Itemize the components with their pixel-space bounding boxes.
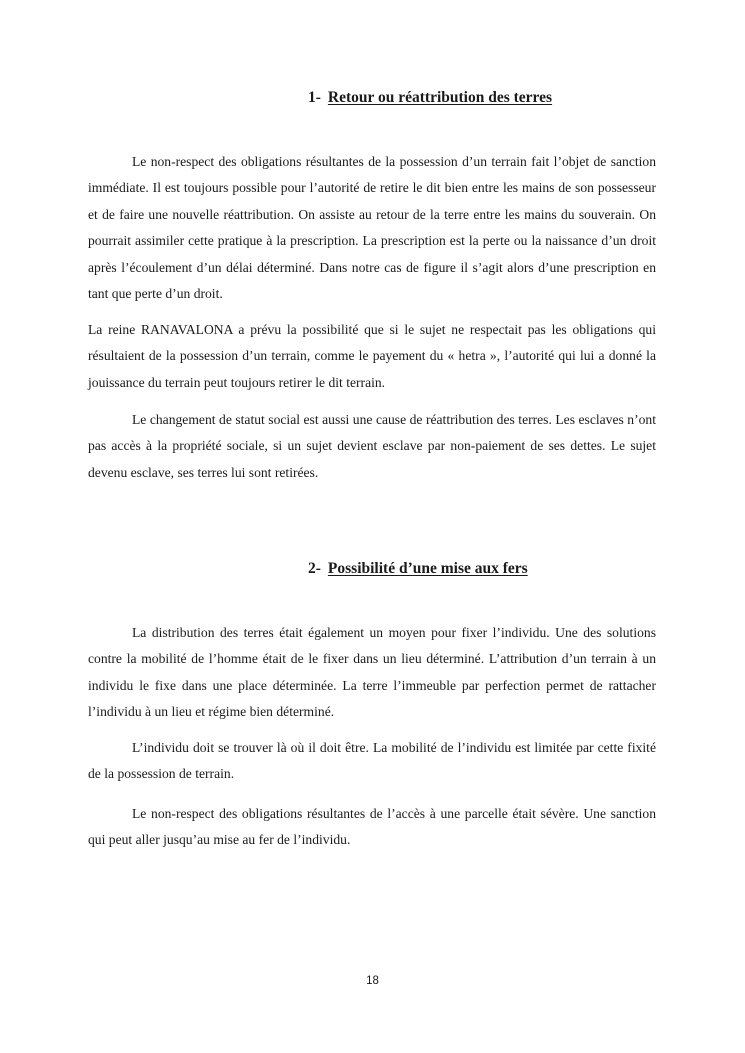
- paragraph: Le non-respect des obligations résultantes de l’accès à une parcelle était sévère. Une sanction qui peut aller jusqu’au mise au fer de l’individu.: [88, 806, 656, 848]
- page-number: 18: [366, 975, 379, 987]
- section-title: Retour ou réattribution des terres: [327, 89, 553, 106]
- paragraph: Le changement de statut social est aussi une cause de réattribution des terres. Les esclaves n’ont pas accès à la propriété sociale, si un sujet devient esclave par non-paiement de ses dettes. Le sujet devenu esclave, ses terres lui sont retirées.: [88, 412, 656, 480]
- paragraph: La distribution des terres était également un moyen pour fixer l’individu. Une des solutions contre la mobilité de l’homme était de le fixer dans un lieu déterminé. L’attribution d’un terrain à un individu le fixe dans une place déterminée. La terre l’immeuble par perfection permet de rattacher l’individu à un lieu et régime bien déterminé.: [88, 625, 656, 720]
- section-number: 2-: [308, 560, 321, 577]
- paragraph: L’individu doit se trouver là où il doit être. La mobilité de l’individu est limitée par cette fixité de la possession de terrain.: [88, 740, 656, 782]
- section-title: Possibilité d’une mise aux fers: [327, 560, 528, 577]
- section-heading-1: [308, 89, 552, 107]
- section-heading-2: [308, 560, 528, 578]
- paragraph: La reine RANAVALONA a prévu la possibilité que si le sujet ne respectait pas les obligations qui résultaient de la possession d’un terrain, comme le payement du « hetra », l’autorité qui lui a donné la jouissance du terrain peut toujours retirer le dit terrain.: [88, 322, 656, 390]
- paragraph: Le non-respect des obligations résultantes de la possession d’un terrain fait l’objet de sanction immédiate. Il est toujours possible pour l’autorité de retire le dit bien entre les mains de son possesseur et de faire une nouvelle réattribution. On assiste au retour de la terre entre les mains du souverain. On pourrait assimiler cette pratique à la prescription. La prescription est la perte ou la naissance d’un droit après l’écoulement d’un délai déterminé. Dans notre cas de figure il s’agit alors d’une prescription en tant que perte d’un droit.: [88, 154, 656, 302]
- section-number: 1-: [308, 89, 321, 106]
